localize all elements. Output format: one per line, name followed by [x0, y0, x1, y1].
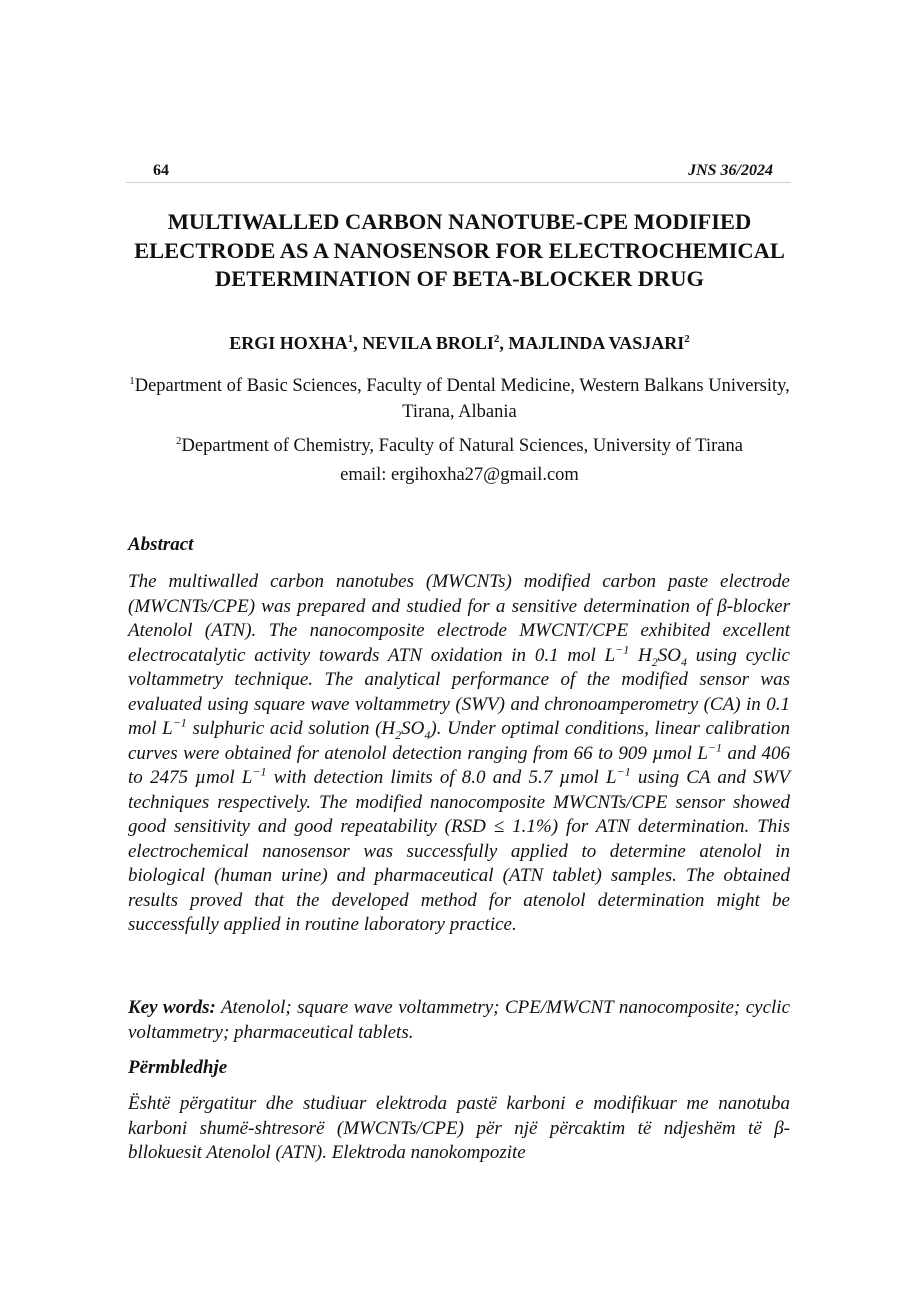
affiliation-text: Department of Basic Sciences, Faculty of Dental Medicine, Western Balkans University, Tirana, Albania [134, 376, 790, 423]
affiliation-mark: 1 [129, 375, 135, 387]
affiliation-mark: 2 [176, 435, 182, 447]
paper-title: MULTIWALLED CARBON NANOTUBE-CPE MODIFIED ELECTRODE AS A NANOSENSOR FOR ELECTROCHEMICAL DETERMINATION OF BETA-BLOCKER DRUG [134, 209, 785, 291]
abstract-heading: Abstract [128, 534, 194, 555]
author-name: NEVILA BROLI [362, 333, 494, 353]
contact-email: email: ergihoxha27@gmail.com [340, 465, 579, 485]
permbledhje-heading: Përmbledhje [128, 1057, 228, 1078]
keywords [128, 996, 790, 1045]
page-number: 64 [153, 162, 169, 179]
running-header [126, 160, 791, 183]
permbledhje-body: Është përgatitur dhe studiuar elektroda pastë karboni e modifikuar me nanotuba karboni shumë-shtresorë (MWCNTs/CPE) për një përcaktim të ndjeshëm të β-bllokuesit Atenolol (ATN). Elektroda nanokompozite [128, 1093, 790, 1163]
affiliation-2 [118, 428, 801, 459]
author-list: ERGI HOXHA$^1$, NEVILA BROLI$^2$, MAJLINDA VASJARI$^2$ [229, 333, 690, 353]
author-affil-mark: 1 [347, 333, 354, 345]
author-name: MAJLINDA VASJARI [508, 333, 685, 353]
abstract-body: The multiwalled carbon nanotubes (MWCNTs) modified carbon paste electrode (MWCNTs/CPE) was prepared and studied for a sensitive determination of β-blocker Atenolol (ATN). The nanocomposite electrode MWCNT/CPE exhibited excellent electrocatalytic activity towards ATN oxidation in 0.1 mol $L^{-1}$ $H_2SO_4$ using cyclic voltammetry technique. The analytical performance of the modified sensor was evaluated using square wave voltammetry (SWV) and chronoamperometry (CA) in 0.1 mol $L^{-1}$ sulphuric acid solution $(H_2SO_4)$. Under optimal conditions, linear calibration curves were obtained for atenolol detection ranging from 66 to 909 µmol $L^{-1}$ and 406 to 2475 µmol $L^{-1}$ with detection limits of 8.0 and 5.7 µmol $L^{-1}$ using CA and SWV techniques respectively. The modified nanocomposite MWCNTs/CPE sensor showed good sensitivity and good repeatability (RSD ≤ 1.1%) for ATN determination. This electrochemical nanosensor was successfully applied to determine atenolol in biological (human urine) and pharmaceutical (ATN tablet) samples. The obtained results proved that the developed method for atenolol determination might be successfully applied in routine laboratory practice. [128, 571, 791, 935]
author-affil-mark: 2 [493, 333, 500, 345]
author-affil-mark: 2 [684, 333, 690, 345]
journal-reference: JNS 36/2024 [688, 162, 773, 179]
keywords-label: Key words: [128, 997, 216, 1018]
author-name: ERGI HOXHA [229, 333, 348, 353]
affiliation-text: Department of Chemistry, Faculty of Natural Sciences, University of Tirana [181, 436, 743, 457]
affiliation-1 [118, 368, 801, 425]
keywords-text: Atenolol; square wave voltammetry; CPE/MWCNT nanocomposite; cyclic voltammetry; pharmaceutical tablets. [128, 997, 791, 1043]
